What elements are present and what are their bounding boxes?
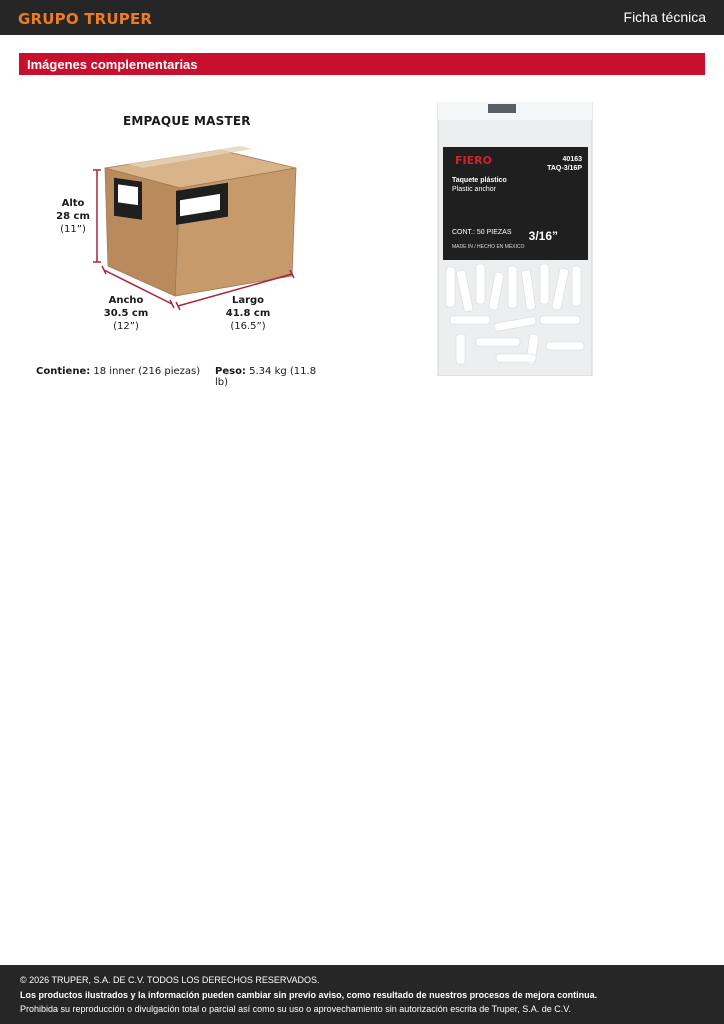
height-imperial: (11”) (60, 224, 86, 235)
package-code-number: 40163 (562, 156, 582, 163)
weight-value: 5.34 kg (11.8 lb) (215, 366, 317, 388)
width-imperial: (12”) (113, 321, 139, 332)
package-code (547, 155, 582, 173)
footer-prohibition: Prohibida su reproducción o divulgación total o parcial así como su uso o aprovechamiento sin autorización escrita de Truper, S.A. de C.V. (20, 1004, 571, 1014)
weight-info (215, 366, 330, 388)
master-pack-figure (30, 104, 330, 394)
package-made-in: MADE IN / HECHO EN MÉXICO (452, 244, 525, 250)
width-dimension (96, 294, 156, 333)
top-header (0, 0, 724, 35)
length-imperial: (16.5”) (230, 321, 266, 332)
master-pack-title: EMPAQUE MASTER (123, 114, 251, 128)
footer-copyright: © 2026 TRUPER, S.A. DE C.V. TODOS LOS DERECHOS RESERVADOS. (20, 975, 320, 985)
package-model: TAQ-3/16P (547, 165, 582, 172)
product-package-image (436, 102, 594, 376)
width-metric: 30.5 cm (103, 308, 149, 319)
package-contents: CONT.: 50 PIEZAS (452, 229, 512, 236)
height-metric: 28 cm (56, 211, 90, 222)
footer-notice: Los productos ilustrados y la información pueden cambiar sin previo aviso, como resultado de nuestros procesos de mejora continua. (20, 990, 598, 1000)
document-type: Ficha técnica (623, 9, 706, 25)
package-label (443, 147, 588, 260)
contents-value: 18 inner (216 piezas) (93, 366, 201, 377)
package-name-en: Plastic anchor (452, 186, 496, 193)
contents-info (36, 366, 200, 377)
package-brand: FIERO (455, 154, 492, 167)
height-dimension (50, 197, 96, 236)
package-name (452, 176, 507, 194)
section-title: Imágenes complementarias (27, 57, 198, 72)
width-label: Ancho (108, 295, 144, 306)
master-box-image (30, 104, 330, 394)
weight-label: Peso: (215, 366, 246, 377)
length-metric: 41.8 cm (225, 308, 271, 319)
height-label: Alto (61, 198, 85, 209)
footer (0, 965, 724, 1024)
length-label: Largo (231, 295, 265, 306)
brand-logo: GRUPO TRUPER (18, 10, 153, 28)
section-header (19, 53, 705, 75)
length-dimension (218, 294, 278, 333)
package-diameter: 3/16” (528, 229, 558, 243)
contents-label: Contiene: (36, 366, 91, 377)
package-name-es: Taquete plástico (452, 177, 507, 184)
